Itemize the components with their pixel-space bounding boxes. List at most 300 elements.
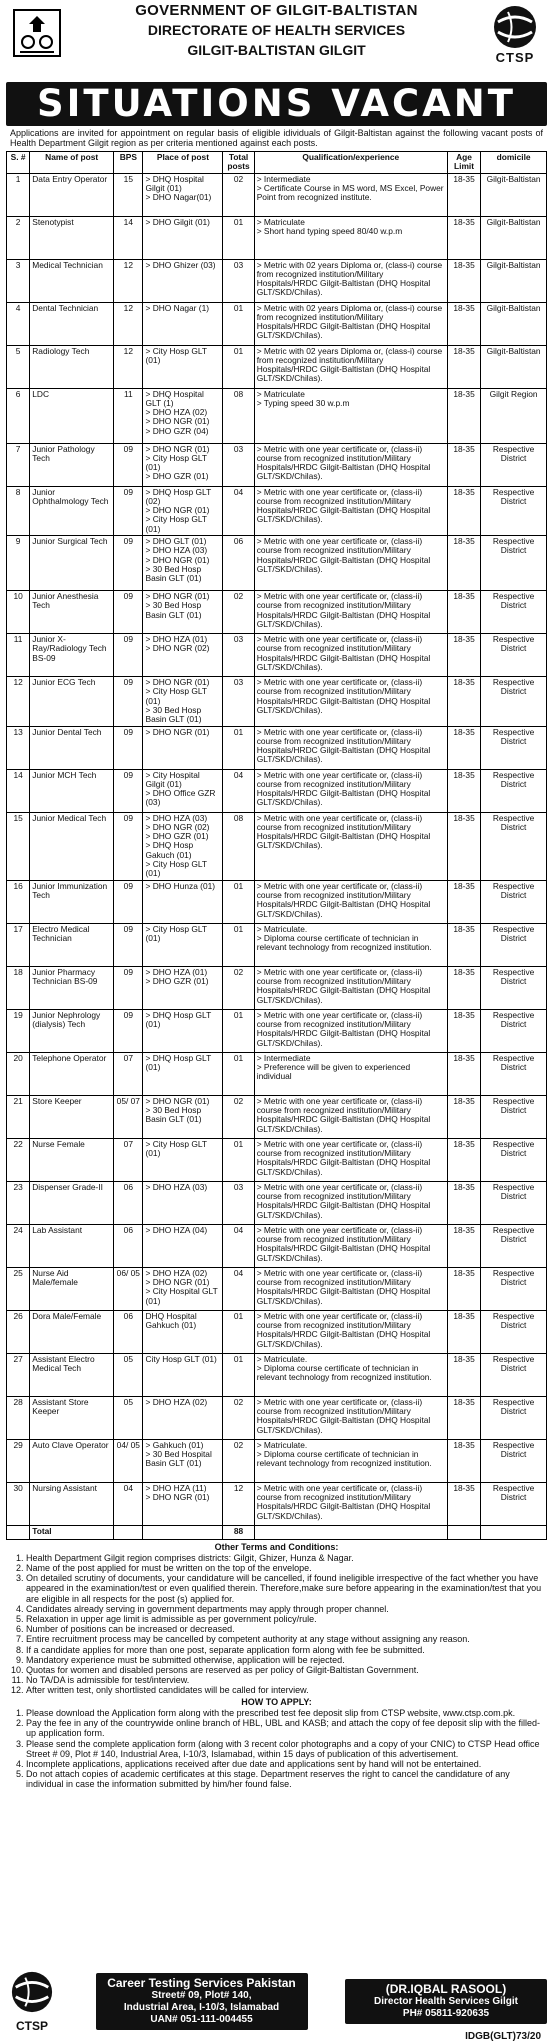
cell-name: Auto Clave Operator	[30, 1439, 114, 1482]
table-row	[7, 966, 547, 1009]
cell-qualification: > Metric with one year certificate or, (class-ii) course from recognized institution/Military Hospitals/HRDC Gilgit-Baltistan (DHQ Hospital GLT/SKD/Chilas).	[254, 1310, 447, 1353]
cell-bps: 05	[114, 1396, 143, 1439]
total-blank-4	[254, 1525, 447, 1539]
director-title: Director Health Services Gilgit	[374, 1995, 518, 2007]
total-blank-3	[143, 1525, 223, 1539]
terms-item: 1. Health Department Gilgit region comprises districts: Gilgit, Ghizer, Hunza & Nagar.	[26, 1553, 543, 1563]
cell-domicile: Respective District	[481, 1138, 547, 1181]
cell-total: 01	[223, 1310, 254, 1353]
cell-domicile: Respective District	[481, 443, 547, 486]
cell-domicile: Respective District	[481, 1181, 547, 1224]
terms-item: 10. Quotas for women and disabled persons are reserved as per policy of Gilgit-Baltistan Government.	[26, 1665, 543, 1675]
vacancy-table	[6, 151, 547, 1540]
cell-domicile: Gilgit-Baltistan	[481, 216, 547, 259]
cell-place: > DHQ Hosp GLT (01)	[143, 1009, 223, 1052]
cell-bps: 15	[114, 173, 143, 216]
cell-age: 18-35	[447, 486, 480, 535]
cell-total: 08	[223, 388, 254, 443]
cell-name: Junior Anesthesia Tech	[30, 591, 114, 634]
cell-place: > DHO HZA (11) > DHO NGR (01)	[143, 1482, 223, 1525]
cell-sno: 21	[7, 1095, 30, 1138]
cell-sno: 9	[7, 536, 30, 591]
cell-total: 03	[223, 1181, 254, 1224]
cell-place: > DHO Gilgit (01)	[143, 216, 223, 259]
col-total: Total posts	[223, 152, 254, 174]
cell-name: Assistant Store Keeper	[30, 1396, 114, 1439]
cell-name: Stenotypist	[30, 216, 114, 259]
ctsp-name: Career Testing Services Pakistan	[107, 1975, 296, 1990]
cell-qualification: > Metric with one year certificate or, (class-ii) course from recognized institution/Military Hospitals/HRDC Gilgit-Baltistan (DHQ Hospital GLT/SKD/Chilas).	[254, 1224, 447, 1267]
terms-title: Other Terms and Conditions:	[214, 1541, 339, 1552]
cell-age: 18-35	[447, 677, 480, 726]
cell-sno: 15	[7, 812, 30, 880]
cell-total: 01	[223, 1138, 254, 1181]
cell-name: Assistant Electro Medical Tech	[30, 1353, 114, 1396]
cell-total: 02	[223, 591, 254, 634]
cell-sno: 29	[7, 1439, 30, 1482]
cell-age: 18-35	[447, 1310, 480, 1353]
cell-qualification: > Metric with one year certificate or, (class-ii) course from recognized institution/Military Hospitals/HRDC Gilgit-Baltistan (DHQ Hospital GLT/SKD/Chilas).	[254, 1138, 447, 1181]
cell-qualification: > Matriculate. > Diploma course certificate of technician in relevant technology from recognized institution.	[254, 923, 447, 966]
cell-domicile: Respective District	[481, 923, 547, 966]
cell-sno: 2	[7, 216, 30, 259]
cell-qualification: > Metric with one year certificate or, (class-ii) course from recognized institution/Military Hospitals/HRDC Gilgit-Baltistan (DHQ Hospital GLT/SKD/Chilas).	[254, 966, 447, 1009]
col-qualification: Qualification/experience	[254, 152, 447, 174]
cell-age: 18-35	[447, 259, 480, 302]
cell-qualification: > Metric with one year certificate or, (class-ii) course from recognized institution/Military Hospitals/HRDC Gilgit-Baltistan (DHQ Hospital GLT/SKD/Chilas).	[254, 591, 447, 634]
cell-sno: 7	[7, 443, 30, 486]
cell-place: > DHO Ghizer (03)	[143, 259, 223, 302]
table-row	[7, 173, 547, 216]
cell-bps: 04/ 05	[114, 1439, 143, 1482]
cell-qualification: > Metric with one year certificate or, (class-ii) course from recognized institution/Military Hospitals/HRDC Gilgit-Baltistan (DHQ Hospital GLT/SKD/Chilas).	[254, 486, 447, 535]
cell-qualification: > Metric with one year certificate or, (class-ii) course from recognized institution/Military Hospitals/HRDC Gilgit-Baltistan (DHQ Hospital GLT/SKD/Chilas).	[254, 769, 447, 812]
ctsp-globe-icon	[492, 4, 538, 50]
cell-place: > DHQ Hosp GLT (01)	[143, 1052, 223, 1095]
cell-age: 18-35	[447, 345, 480, 388]
ctsp-logo	[489, 4, 541, 72]
cell-name: Junior Dental Tech	[30, 726, 114, 769]
ctsp-address-2: Industrial Area, I-10/3, Islamabad	[123, 2001, 280, 2013]
banner-title: SITUATIONS VACANT	[6, 82, 547, 126]
cell-age: 18-35	[447, 591, 480, 634]
cell-bps: 05/ 07	[114, 1095, 143, 1138]
cell-total: 01	[223, 1052, 254, 1095]
cell-age: 18-35	[447, 1439, 480, 1482]
director-name: (DR.IQBAL RASOOL)	[385, 1981, 507, 1996]
col-age: Age Limit	[447, 152, 480, 174]
cell-name: Junior ECG Tech	[30, 677, 114, 726]
cell-bps: 09	[114, 812, 143, 880]
cell-bps: 12	[114, 259, 143, 302]
col-bps: BPS	[114, 152, 143, 174]
cell-total: 02	[223, 1396, 254, 1439]
cell-domicile: Respective District	[481, 1482, 547, 1525]
table-row	[7, 634, 547, 677]
cell-domicile: Respective District	[481, 1009, 547, 1052]
cell-qualification: > Metric with one year certificate or, (class-ii) course from recognized institution/Military Hospitals/HRDC Gilgit-Baltistan (DHQ Hospital GLT/SKD/Chilas).	[254, 677, 447, 726]
cell-name: Junior X-Ray/Radiology Tech BS-09	[30, 634, 114, 677]
col-domicile: domicile	[481, 152, 547, 174]
cell-total: 03	[223, 443, 254, 486]
table-row	[7, 1052, 547, 1095]
cell-name: Junior Medical Tech	[30, 812, 114, 880]
table-row	[7, 1267, 547, 1310]
cell-age: 18-35	[447, 1396, 480, 1439]
total-value: 88	[223, 1525, 254, 1539]
table-row	[7, 1224, 547, 1267]
cell-place: > DHQ Hospital GLT (1) > DHO HZA (02) > DHO NGR (01) > DHO GZR (04)	[143, 388, 223, 443]
table-row	[7, 388, 547, 443]
cell-name: Dora Male/Female	[30, 1310, 114, 1353]
cell-name: Telephone Operator	[30, 1052, 114, 1095]
cell-bps: 11	[114, 388, 143, 443]
cell-total: 03	[223, 259, 254, 302]
cell-total: 06	[223, 536, 254, 591]
cell-name: Dental Technician	[30, 302, 114, 345]
terms-item: 9. Mandatory experience must be submitted otherwise, application will be rejected.	[26, 1655, 543, 1665]
cell-place: City Hosp GLT (01)	[143, 1353, 223, 1396]
director-box	[345, 1979, 547, 2024]
cell-sno: 30	[7, 1482, 30, 1525]
cell-sno: 1	[7, 173, 30, 216]
cell-name: Store Keeper	[30, 1095, 114, 1138]
cell-age: 18-35	[447, 1009, 480, 1052]
cell-domicile: Respective District	[481, 677, 547, 726]
terms-item: 8. If a candidate applies for more than one post, separate application form along with fee be submitted.	[26, 1645, 543, 1655]
cell-name: Junior Surgical Tech	[30, 536, 114, 591]
cell-age: 18-35	[447, 1353, 480, 1396]
cell-sno: 28	[7, 1396, 30, 1439]
cell-age: 18-35	[447, 923, 480, 966]
terms-item: 6. Number of positions can be increased or decreased.	[26, 1624, 543, 1634]
table-row	[7, 345, 547, 388]
cell-sno: 4	[7, 302, 30, 345]
cell-qualification: > Metric with one year certificate or, (class-ii) course from recognized institution/Military Hospitals/HRDC Gilgit-Baltistan (DHQ Hospital GLT/SKD/Chilas).	[254, 1095, 447, 1138]
cell-qualification: > Metric with one year certificate or, (class-ii) course from recognized institution/Military Hospitals/HRDC Gilgit-Baltistan (DHQ Hospital GLT/SKD/Chilas).	[254, 1396, 447, 1439]
cell-name: Junior MCH Tech	[30, 769, 114, 812]
cell-sno: 27	[7, 1353, 30, 1396]
table-row	[7, 923, 547, 966]
cell-total: 04	[223, 1267, 254, 1310]
cell-qualification: > Metric with 02 years Diploma or, (class-i) course from recognized institution/Military Hospitals/HRDC Gilgit-Baltistan (DHQ Hospital GLT/SKD/Chilas).	[254, 259, 447, 302]
cell-total: 01	[223, 216, 254, 259]
cell-bps: 09	[114, 443, 143, 486]
table-row	[7, 812, 547, 880]
table-row	[7, 443, 547, 486]
cell-place: DHQ Hospital Gahkuch (01)	[143, 1310, 223, 1353]
cell-age: 18-35	[447, 388, 480, 443]
cell-name: Junior Pathology Tech	[30, 443, 114, 486]
cell-total: 02	[223, 1439, 254, 1482]
header	[6, 2, 547, 80]
cell-name: Junior Pharmacy Technician BS-09	[30, 966, 114, 1009]
cell-qualification: > Matriculate. > Diploma course certificate of technician in relevant technology from recognized institution.	[254, 1439, 447, 1482]
col-name: Name of post	[30, 152, 114, 174]
cell-bps: 14	[114, 216, 143, 259]
cell-total: 03	[223, 677, 254, 726]
cell-bps: 09	[114, 880, 143, 923]
cell-domicile: Respective District	[481, 634, 547, 677]
terms-item: 2. Name of the post applied for must be written on the top of the envelope.	[26, 1563, 543, 1573]
reference-number: IDGB(GLT)73/20	[465, 2031, 541, 2042]
cell-age: 18-35	[447, 769, 480, 812]
cell-bps: 09	[114, 966, 143, 1009]
terms-section	[10, 1542, 543, 1790]
table-row	[7, 1310, 547, 1353]
cell-name: Nursing Assistant	[30, 1482, 114, 1525]
how-to-apply-title: HOW TO APPLY:	[241, 1696, 312, 1707]
cell-bps: 09	[114, 726, 143, 769]
cell-bps: 12	[114, 302, 143, 345]
cell-sno: 16	[7, 880, 30, 923]
cell-domicile: Respective District	[481, 1439, 547, 1482]
table-row	[7, 1181, 547, 1224]
cell-name: Nurse Female	[30, 1138, 114, 1181]
cell-domicile: Respective District	[481, 726, 547, 769]
cell-name: Electro Medical Technician	[30, 923, 114, 966]
cell-domicile: Gilgit-Baltistan	[481, 302, 547, 345]
cell-total: 01	[223, 880, 254, 923]
how-to-apply-item: 5. Do not attach copies of academic certificates at this stage. Department reserves the right to cancel the candidature of any individual in case the information submitted by him/her found false.	[26, 1769, 543, 1789]
terms-item: 4. Candidates already serving in government departments may apply through proper channel.	[26, 1604, 543, 1614]
cell-bps: 06	[114, 1310, 143, 1353]
cell-age: 18-35	[447, 634, 480, 677]
cell-total: 02	[223, 966, 254, 1009]
cell-age: 18-35	[447, 173, 480, 216]
cell-sno: 26	[7, 1310, 30, 1353]
govt-title: GOVERNMENT OF GILGIT-BALTISTAN	[135, 2, 418, 19]
directorate-title: DIRECTORATE OF HEALTH SERVICES	[147, 22, 406, 38]
cell-age: 18-35	[447, 966, 480, 1009]
table-row	[7, 1439, 547, 1482]
cell-domicile: Gilgit-Baltistan	[481, 345, 547, 388]
total-blank	[7, 1525, 30, 1539]
cell-place: > City Hosp GLT (01)	[143, 923, 223, 966]
table-row	[7, 677, 547, 726]
cell-bps: 09	[114, 923, 143, 966]
table-row	[7, 536, 547, 591]
cell-place: > DHO NGR (01) > 30 Bed Hosp Basin GLT (01)	[143, 591, 223, 634]
cell-total: 04	[223, 1224, 254, 1267]
cell-domicile: Respective District	[481, 1052, 547, 1095]
cell-qualification: > Matriculate. > Diploma course certificate of technician in relevant technology from recognized institution.	[254, 1353, 447, 1396]
how-to-apply-item: 2. Pay the fee in any of the countrywide online branch of HBL, UBL and KASB; and attach the copy of fee deposit slip with the filled-up application form.	[26, 1718, 543, 1738]
cell-place: > Gahkuch (01) > 30 Bed Hospital Basin GLT (01)	[143, 1439, 223, 1482]
col-place: Place of post	[143, 152, 223, 174]
cell-age: 18-35	[447, 1052, 480, 1095]
table-row	[7, 880, 547, 923]
cell-place: > DHO Hunza (01)	[143, 880, 223, 923]
cell-name: Junior Nephrology (dialysis) Tech	[30, 1009, 114, 1052]
cell-place: > DHO HZA (02)	[143, 1396, 223, 1439]
cell-qualification: > Metric with 02 years Diploma or, (class-i) course from recognized institution/Military Hospitals/HRDC Gilgit-Baltistan (DHQ Hospital GLT/SKD/Chilas).	[254, 302, 447, 345]
cell-sno: 12	[7, 677, 30, 726]
cell-place: > DHO HZA (01) > DHO GZR (01)	[143, 966, 223, 1009]
cell-sno: 23	[7, 1181, 30, 1224]
cell-name: Nurse Aid Male/female	[30, 1267, 114, 1310]
cell-place: > DHO NGR (01)	[143, 726, 223, 769]
cell-sno: 13	[7, 726, 30, 769]
cell-name: Medical Technician	[30, 259, 114, 302]
cell-total: 12	[223, 1482, 254, 1525]
table-row	[7, 1009, 547, 1052]
cell-age: 18-35	[447, 536, 480, 591]
cell-total: 02	[223, 1095, 254, 1138]
terms-item: 11. No TA/DA is admissible for test/interview.	[26, 1675, 543, 1685]
cell-place: > DHO HZA (03)	[143, 1181, 223, 1224]
table-row	[7, 1095, 547, 1138]
cell-qualification: > Metric with one year certificate or, (class-ii) course from recognized institution/Military Hospitals/HRDC Gilgit-Baltistan (DHQ Hospital GLT/SKD/Chilas).	[254, 536, 447, 591]
cell-qualification: > Intermediate > Preference will be given to experienced individual	[254, 1052, 447, 1095]
table-row	[7, 302, 547, 345]
cell-sno: 25	[7, 1267, 30, 1310]
cell-total: 01	[223, 923, 254, 966]
cell-place: > DHQ Hospital Gilgit (01) > DHO Nagar(01)	[143, 173, 223, 216]
cell-sno: 11	[7, 634, 30, 677]
cell-name: Dispenser Grade-II	[30, 1181, 114, 1224]
cell-bps: 05	[114, 1353, 143, 1396]
table-row	[7, 1353, 547, 1396]
cell-age: 18-35	[447, 1224, 480, 1267]
cell-bps: 09	[114, 591, 143, 634]
total-blank-5	[447, 1525, 480, 1539]
cell-age: 18-35	[447, 1095, 480, 1138]
total-label: Total	[30, 1525, 114, 1539]
total-row	[7, 1525, 547, 1539]
cell-domicile: Gilgit-Baltistan	[481, 173, 547, 216]
cell-bps: 12	[114, 345, 143, 388]
ctsp-address-1: Street# 09, Plot# 140,	[151, 1989, 252, 2001]
cell-total: 04	[223, 486, 254, 535]
table-row	[7, 726, 547, 769]
cell-domicile: Respective District	[481, 812, 547, 880]
cell-domicile: Respective District	[481, 486, 547, 535]
cell-place: > DHO HZA (04)	[143, 1224, 223, 1267]
table-row	[7, 259, 547, 302]
table-row	[7, 1396, 547, 1439]
table-row	[7, 1482, 547, 1525]
cell-name: Junior Immunization Tech	[30, 880, 114, 923]
cell-place: > DHQ Hosp GLT (02) > DHO NGR (01) > City Hosp GLT (01)	[143, 486, 223, 535]
cell-bps: 07	[114, 1138, 143, 1181]
cell-place: > City Hospital Gilgit (01) > DHO Office GZR (03)	[143, 769, 223, 812]
cell-domicile: Respective District	[481, 1396, 547, 1439]
cell-sno: 24	[7, 1224, 30, 1267]
cell-age: 18-35	[447, 302, 480, 345]
cell-name: Data Entry Operator	[30, 173, 114, 216]
cell-qualification: > Metric with one year certificate or, (class-ii) course from recognized institution/Military Hospitals/HRDC Gilgit-Baltistan (DHQ Hospital GLT/SKD/Chilas).	[254, 1482, 447, 1525]
terms-item: 5. Relaxation in upper age limit is admissible as per government policy/rule.	[26, 1614, 543, 1624]
cell-qualification: > Metric with one year certificate or, (class-ii) course from recognized institution/Military Hospitals/HRDC Gilgit-Baltistan (DHQ Hospital GLT/SKD/Chilas).	[254, 634, 447, 677]
cell-age: 18-35	[447, 726, 480, 769]
how-to-apply-list	[10, 1708, 543, 1790]
cell-qualification: > Metric with one year certificate or, (class-ii) course from recognized institution/Military Hospitals/HRDC Gilgit-Baltistan (DHQ Hospital GLT/SKD/Chilas).	[254, 443, 447, 486]
cell-place: > DHO GLT (01) > DHO HZA (03) > DHO NGR (01) > 30 Bed Hosp Basin GLT (01)	[143, 536, 223, 591]
cell-qualification: > Matriculate > Typing speed 30 w.p.m	[254, 388, 447, 443]
cell-bps: 09	[114, 769, 143, 812]
cell-place: > City Hosp GLT (01)	[143, 1138, 223, 1181]
cell-sno: 18	[7, 966, 30, 1009]
terms-item: 3. On detailed scrutiny of documents, your candidature will be cancelled, if found ineligible irrespective of the fact whether you have appeared in the examination/test or even qualified therein. Therefore,make sure before appearing in the examination/test that you are eligible in all respects for the post (s) applied for.	[26, 1573, 543, 1604]
cell-total: 01	[223, 1353, 254, 1396]
cell-domicile: Respective District	[481, 591, 547, 634]
cell-domicile: Gilgit Region	[481, 388, 547, 443]
cell-bps: 06	[114, 1181, 143, 1224]
cell-sno: 17	[7, 923, 30, 966]
cell-age: 18-35	[447, 1181, 480, 1224]
ctsp-uan: UAN# 051-111-004455	[150, 2013, 253, 2025]
cell-qualification: > Intermediate > Certificate Course in MS word, MS Excel, Power Point from recognized institute.	[254, 173, 447, 216]
cell-sno: 8	[7, 486, 30, 535]
cell-bps: 09	[114, 486, 143, 535]
cell-total: 01	[223, 726, 254, 769]
cell-qualification: > Metric with one year certificate or, (class-ii) course from recognized institution/Military Hospitals/HRDC Gilgit-Baltistan (DHQ Hospital GLT/SKD/Chilas).	[254, 1267, 447, 1310]
cell-place: > DHO HZA (02) > DHO NGR (01) > City Hospital GLT (01)	[143, 1267, 223, 1310]
cell-sno: 20	[7, 1052, 30, 1095]
director-phone: PH# 05811-920635	[402, 2007, 490, 2019]
cell-place: > DHO Nagar (1)	[143, 302, 223, 345]
cell-total: 03	[223, 634, 254, 677]
cell-domicile: Gilgit-Baltistan	[481, 259, 547, 302]
cell-total: 01	[223, 345, 254, 388]
cell-qualification: > Metric with one year certificate or, (class-ii) course from recognized institution/Military Hospitals/HRDC Gilgit-Baltistan (DHQ Hospital GLT/SKD/Chilas).	[254, 1181, 447, 1224]
cell-domicile: Respective District	[481, 1353, 547, 1396]
footer-ctsp-text: CTSP	[15, 2018, 48, 2033]
table-row	[7, 1138, 547, 1181]
how-to-apply-item: 1. Please download the Application form along with the prescribed test fee deposit slip from CTSP website, www.ctsp.com.pk.	[26, 1708, 543, 1718]
table-row	[7, 591, 547, 634]
cell-qualification: > Metric with 02 years Diploma or, (class-i) course from recognized institution/Military Hospitals/HRDC Gilgit-Baltistan (DHQ Hospital GLT/SKD/Chilas).	[254, 345, 447, 388]
how-to-apply-item: 3. Please send the complete application form (along with 3 recent color photographs and a copy of your CNIC) to CTSP Head office Street # 09, Plot # 140, Industrial Area, I-10/3, Islamabad, within 15 days of publication of this advertisement.	[26, 1739, 543, 1759]
cell-place: > DHO HZA (01) > DHO NGR (02)	[143, 634, 223, 677]
how-to-apply-item: 4. Incomplete applications, applications received after due date and applications sent by hand will not be entertained.	[26, 1759, 543, 1769]
cell-age: 18-35	[447, 1267, 480, 1310]
cell-bps: 04	[114, 1482, 143, 1525]
cell-age: 18-35	[447, 1138, 480, 1181]
cell-bps: 07	[114, 1052, 143, 1095]
intro-text: Applications are invited for appointment on regular basis of eligible idividuals of Gilgit-Baltistan against the following vacant posts of Health Department Gilgit region as per criteria mentioned against each posts.	[10, 128, 543, 148]
cell-place: > DHO NGR (01) > City Hosp GLT (01) > DHO GZR (01)	[143, 443, 223, 486]
cell-age: 18-35	[447, 880, 480, 923]
terms-item: 7. Entire recruitment process may be cancelled by competent authority at any stage without assigning any reason.	[26, 1634, 543, 1644]
table-header-row	[7, 152, 547, 174]
cell-total: 01	[223, 1009, 254, 1052]
cell-name: Radiology Tech	[30, 345, 114, 388]
table-row	[7, 216, 547, 259]
cell-sno: 3	[7, 259, 30, 302]
table-row	[7, 769, 547, 812]
cell-bps: 09	[114, 1009, 143, 1052]
cell-domicile: Respective District	[481, 1267, 547, 1310]
cell-sno: 19	[7, 1009, 30, 1052]
cell-name: LDC	[30, 388, 114, 443]
table-row	[7, 486, 547, 535]
cell-age: 18-35	[447, 443, 480, 486]
cell-place: > DHO HZA (03) > DHO NGR (02) > DHO GZR (01) > DHQ Hosp Gakuch (01) > City Hosp GLT (01)	[143, 812, 223, 880]
cell-sno: 14	[7, 769, 30, 812]
cell-age: 18-35	[447, 216, 480, 259]
footer-ctsp-logo	[6, 1970, 58, 2033]
cell-place: > DHO NGR (01) > 30 Bed Hosp Basin GLT (01)	[143, 1095, 223, 1138]
cell-age: 18-35	[447, 1482, 480, 1525]
cell-total: 04	[223, 769, 254, 812]
footer	[6, 1966, 547, 2036]
cell-place: > City Hosp GLT (01)	[143, 345, 223, 388]
col-sno: S. #	[7, 152, 30, 174]
cell-bps: 06	[114, 1224, 143, 1267]
cell-bps: 06/ 05	[114, 1267, 143, 1310]
